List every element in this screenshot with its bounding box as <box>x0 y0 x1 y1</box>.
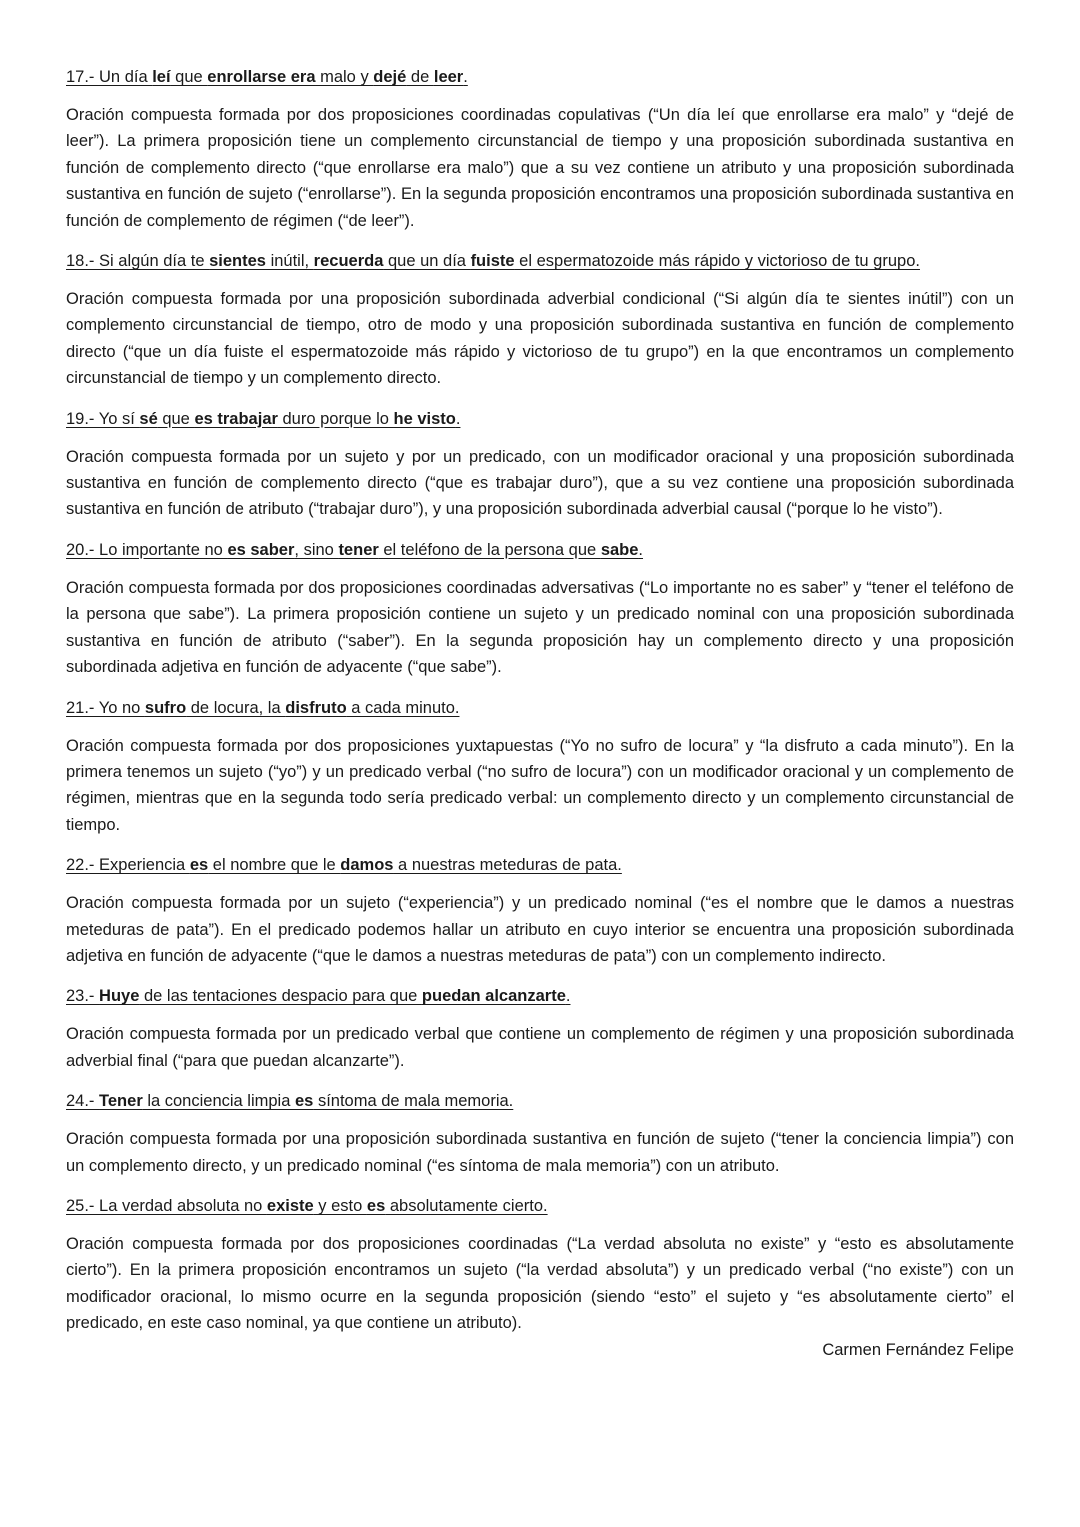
heading-text: y esto <box>313 1196 367 1215</box>
heading-text: . <box>463 68 468 86</box>
sentence-heading <box>66 537 1014 563</box>
heading-text: duro porque lo <box>277 409 394 428</box>
sentence-heading <box>66 64 1014 90</box>
sentence-heading <box>66 406 1014 432</box>
verb-highlight: es trabajar <box>194 409 278 428</box>
sentence-heading <box>66 248 1014 274</box>
heading-text: 21.- Yo no <box>66 698 145 717</box>
verb-highlight: puedan alcanzarte <box>421 987 566 1006</box>
heading-text: malo y <box>315 68 374 86</box>
verb-highlight: es <box>189 856 209 875</box>
sentence-heading <box>66 983 1014 1009</box>
verb-highlight: leí <box>152 68 171 86</box>
heading-text: de <box>406 68 434 86</box>
sentence-entry <box>66 406 1014 523</box>
heading-text: el nombre que le <box>208 856 341 875</box>
heading-text: a cada minuto. <box>346 698 460 717</box>
heading-text: , sino <box>294 540 339 559</box>
verb-highlight: sé <box>139 409 158 428</box>
verb-highlight: enrollarse era <box>207 68 316 86</box>
sentence-heading <box>66 695 1014 721</box>
heading-text: 24.- <box>66 1092 100 1111</box>
sentence-analysis: Oración compuesta formada por una proposición subordinada adverbial condicional (“Si algún día te sientes inútil”) con un complemento circunstancial de tiempo, otro de modo y una proposición subordinada sustantiva en función de complemento directo (“que un día fuiste el espermatozoide más rápido y victorioso de tu grupo”) en la que encontramos un complemento circunstancial de tiempo y un complemento directo. <box>66 290 1014 388</box>
heading-text: 25.- La verdad absoluta no <box>66 1196 267 1215</box>
verb-highlight: sufro <box>144 698 187 717</box>
sentence-analysis: Oración compuesta formada por dos proposiciones coordinadas adversativas (“Lo importante no es saber” y “tener el teléfono de la persona que sabe”). La primera proposición contiene un sujeto y un predicado nominal con una proposición subordinada sustantiva en función de atributo (“saber”). En la segunda proposición hay un complemento directo y una proposición subordinada adjetiva en función de adyacente (“que sabe”). <box>66 578 1014 677</box>
heading-text: . <box>565 987 571 1006</box>
verb-highlight: Tener <box>99 1092 143 1111</box>
sentence-analysis: Oración compuesta formada por un sujeto y por un predicado, con un modificador oracional y una proposición subordinada sustantiva en función de complemento directo (“que es trabajar duro”), que a su vez contiene una proposición subordinada sustantiva en función de atributo (“trabajar duro”), y una proposición subordinada adverbial causal (“porque lo he visto”). <box>66 447 1014 519</box>
sentence-entry <box>66 537 1014 681</box>
heading-text: la conciencia limpia <box>142 1092 295 1111</box>
verb-highlight: dejé <box>373 68 407 86</box>
heading-text: a nuestras meteduras de pata. <box>393 856 622 875</box>
heading-text: 20.- Lo importante no <box>66 540 228 559</box>
sentence-analysis: Oración compuesta formada por un sujeto (“experiencia”) y un predicado nominal (“es el nombre que le damos a nuestras meteduras de pata”). En el predicado podemos hallar un atributo en cuyo interior se encuentra una proposición subordinada adjetiva en función de adyacente (“que le damos a nuestras meteduras de pata”) con un complemento indirecto. <box>66 894 1014 965</box>
heading-text: que <box>170 68 208 86</box>
heading-text: de las tentaciones despacio para que <box>139 987 422 1006</box>
heading-text: 19.- Yo sí <box>66 409 140 428</box>
verb-highlight: es <box>366 1196 386 1215</box>
sentence-entry <box>66 695 1014 839</box>
verb-highlight: recuerda <box>313 252 384 271</box>
verb-highlight: es <box>295 1092 314 1111</box>
sentence-analysis: Oración compuesta formada por una proposición subordinada sustantiva en función de sujeto (“tener la conciencia limpia”) con un complemento directo, y un predicado nominal (“es síntoma de mala memoria”) con un atributo. <box>66 1130 1014 1175</box>
sentence-analysis: Oración compuesta formada por dos proposiciones yuxtapuestas (“Yo no sufro de locura” y “la disfruto a cada minuto”). En la primera tenemos un sujeto (“yo”) y un predicado verbal (“no sufro de locura”) con un modificador oracional y un complemento de régimen, mientras que en la segunda todo sería predicado verbal: un complemento directo y un complemento circunstancial de tiempo. <box>66 736 1014 834</box>
heading-text: el teléfono de la persona que <box>378 540 601 559</box>
heading-text: el espermatozoide más rápido y victorioso de tu grupo. <box>514 252 920 271</box>
sentence-analysis: Oración compuesta formada por dos proposiciones coordinadas (“La verdad absoluta no existe” y “esto es absolutamente cierto”). En la primera proposición encontramos un sujeto (“la verdad absoluta”) y un predicado verbal (“no existe”) con un modificador oracional, lo mismo ocurre en la segunda proposición (siendo “esto” el sujeto y “es absolutamente cierto” el predicado, en este caso nominal, ya que contiene un atributo). <box>66 1234 1014 1333</box>
heading-text: síntoma de mala memoria. <box>313 1092 514 1111</box>
verb-highlight: existe <box>266 1196 314 1215</box>
verb-highlight: fuiste <box>470 252 515 271</box>
heading-text: que un día <box>383 252 471 271</box>
heading-text: 22.- Experiencia <box>66 856 190 875</box>
heading-text: 17.- Un día <box>66 68 153 86</box>
sentence-entry <box>66 64 1014 234</box>
heading-text: . <box>638 540 644 559</box>
verb-highlight: es saber <box>227 540 295 559</box>
heading-text: 18.- Si algún día te <box>66 252 210 271</box>
heading-text: inútil, <box>265 252 314 271</box>
sentence-heading <box>66 1088 1014 1114</box>
verb-highlight: sientes <box>209 252 266 271</box>
sentence-entry <box>66 852 1014 969</box>
author-signature: Carmen Fernández Felipe <box>822 1340 1014 1359</box>
sentence-analysis: Oración compuesta formada por un predicado verbal que contiene un complemento de régimen y una proposición subordinada adverbial final (“para que puedan alcanzarte”). <box>66 1025 1014 1070</box>
heading-text: absolutamente cierto. <box>385 1196 548 1215</box>
verb-highlight: disfruto <box>285 698 347 717</box>
sentence-heading <box>66 852 1014 878</box>
heading-text: . <box>455 409 461 428</box>
verb-highlight: leer <box>433 68 464 86</box>
verb-highlight: Huye <box>99 987 140 1006</box>
verb-highlight: damos <box>340 856 394 875</box>
heading-text: que <box>157 409 195 428</box>
sentence-analysis: Oración compuesta formada por dos proposiciones coordinadas copulativas (“Un día leí que enrollarse era malo” y “dejé de leer”). La primera proposición tiene un complemento circunstancial de tiempo y una proposición subordinada sustantiva en función de complemento directo (“que enrollarse era malo”) que a su vez contiene un atributo y una proposición subordinada sustantiva en función de sujeto (“enrollarse”). En la segunda proposición encontramos una proposición subordinada sustantiva en función de complemento de régimen (“de leer”). <box>66 106 1014 230</box>
heading-text: de locura, la <box>186 698 286 717</box>
verb-highlight: he visto <box>393 409 456 428</box>
sentence-entry <box>66 248 1014 392</box>
verb-highlight: sabe <box>600 540 639 559</box>
sentence-heading <box>66 1193 1014 1219</box>
verb-highlight: tener <box>338 540 379 559</box>
sentence-entry <box>66 1193 1014 1337</box>
entries-list <box>66 64 1014 1337</box>
heading-text: 23.- <box>66 987 100 1006</box>
sentence-entry <box>66 983 1014 1074</box>
sentence-entry <box>66 1088 1014 1179</box>
